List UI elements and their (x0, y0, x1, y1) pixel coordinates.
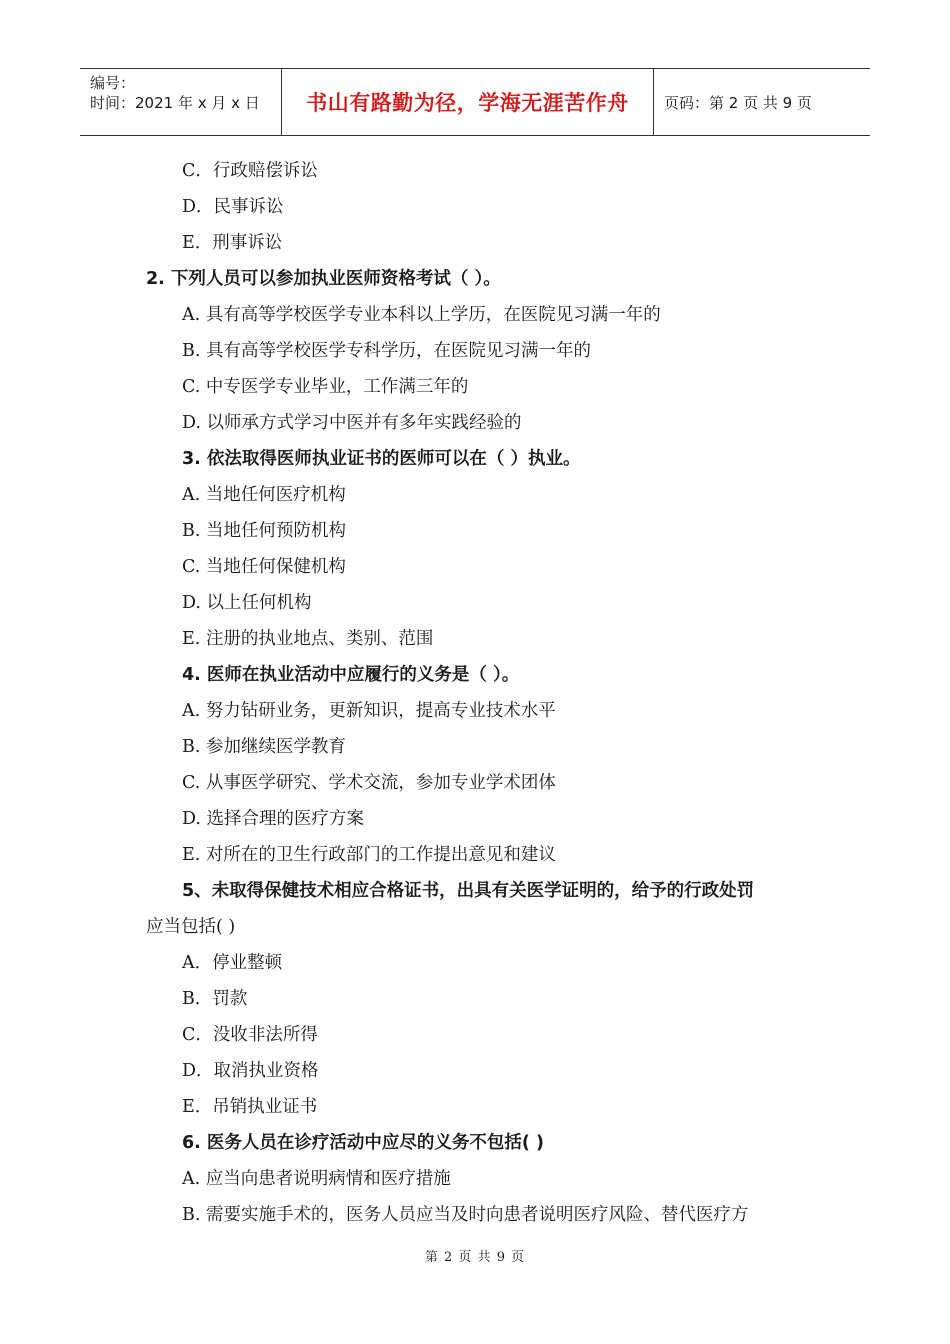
question-6: 6. 医务人员在诊疗活动中应尽的义务不包括( ) (182, 1133, 545, 1153)
option-line: A. 努力钻研业务，更新知识，提高专业技术水平 (182, 701, 556, 721)
option-line: E．刑事诉讼 (182, 233, 283, 253)
page-header (80, 68, 870, 136)
question-2: 2. 下列人员可以参加执业医师资格考试（ ）。 (146, 269, 501, 289)
question-4: 4. 医师在执业活动中应履行的义务是（ ）。 (182, 665, 520, 685)
question-5: 5、未取得保健技术相应合格证书，出具有关医学证明的，给予的行政处罚 (182, 881, 755, 901)
question-3: 3. 依法取得医师执业证书的医师可以在（ ）执业。 (182, 449, 581, 469)
page-footer: 第 2 页 共 9 页 (424, 1250, 526, 1265)
option-line: A. 当地任何医疗机构 (182, 485, 346, 505)
header-meta (80, 69, 282, 135)
option-line: D. 选择合理的医疗方案 (182, 809, 365, 829)
header-motto: 书山有路勤为径，学海无涯苦作舟 (282, 69, 654, 135)
option-line: A. 具有高等学校医学专业本科以上学历，在医院见习满一年的 (182, 305, 661, 325)
option-line: E. 注册的执业地点、类别、范围 (182, 629, 434, 649)
document-number-label: 编号： (90, 74, 136, 92)
option-line: D. 以师承方式学习中医并有多年实践经验的 (182, 413, 522, 433)
header-page-number: 页码：第 2 页 共 9 页 (664, 93, 812, 112)
option-line: C．行政赔偿诉讼 (182, 161, 318, 181)
option-line: C. 从事医学研究、学术交流，参加专业学术团体 (182, 773, 556, 793)
option-line: E. 对所在的卫生行政部门的工作提出意见和建议 (182, 845, 556, 865)
question-5-continuation: 应当包括( ) (146, 917, 236, 937)
option-line: C. 当地任何保健机构 (182, 557, 346, 577)
option-line: A. 应当向患者说明病情和医疗措施 (182, 1169, 451, 1189)
option-line: B. 需要实施手术的，医务人员应当及时向患者说明医疗风险、替代医疗方 (182, 1205, 749, 1225)
option-line: B. 具有高等学校医学专科学历，在医院见习满一年的 (182, 341, 591, 361)
option-line: B. 参加继续医学教育 (182, 737, 346, 757)
option-line: D. 以上任何机构 (182, 593, 312, 613)
option-line: A．停业整顿 (182, 953, 283, 973)
option-line: E．吊销执业证书 (182, 1097, 318, 1117)
option-line: D．民事诉讼 (182, 197, 284, 217)
document-date-label: 时间：2021 年 x 月 x 日 (90, 94, 260, 112)
option-line: C．没收非法所得 (182, 1025, 318, 1045)
option-line: C. 中专医学专业毕业，工作满三年的 (182, 377, 469, 397)
option-line: B. 当地任何预防机构 (182, 521, 346, 541)
option-line: B．罚款 (182, 989, 248, 1009)
option-line: D．取消执业资格 (182, 1061, 319, 1081)
